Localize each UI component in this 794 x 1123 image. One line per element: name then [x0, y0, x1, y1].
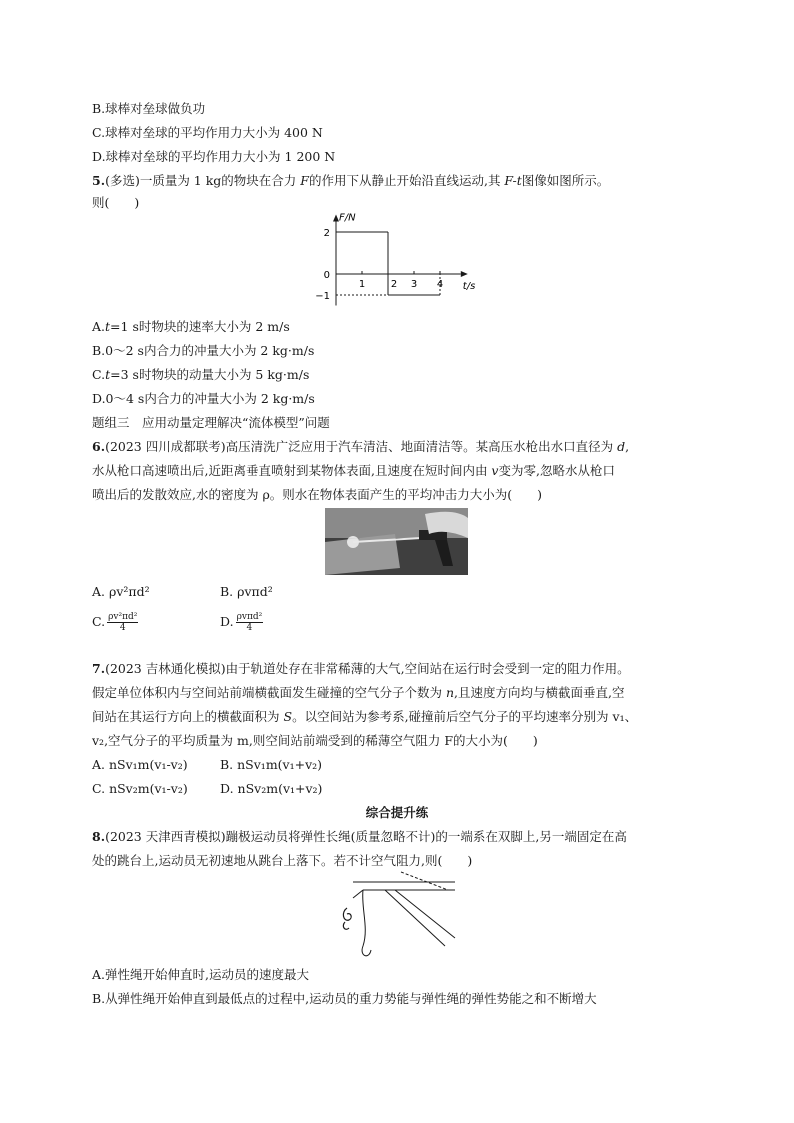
- q5-stem-line2: 则( ): [92, 195, 140, 210]
- q7-line3-part: 。以空间站为参考系,碰撞前后空气分子的平均速率分别为 v₁、: [292, 709, 638, 724]
- q4-option-d: D.球棒对垒球的平均作用力大小为 1 200 N: [92, 149, 336, 164]
- q5-option-a-var: t: [105, 319, 111, 334]
- q7-line1-text: (2023 吉林通化模拟)由于轨道处存在非常稀薄的大气,空间站在运行时会受到一定的阻力作用。: [105, 661, 630, 676]
- q8-number: 8.: [92, 829, 106, 844]
- x-axis-arrow: [461, 271, 468, 277]
- q5-option-a-label: A.: [92, 319, 106, 334]
- q4-option-c: C.球棒对垒球的平均作用力大小为 400 N: [92, 125, 323, 140]
- q7-option-d: D. nSv₂m(v₁+v₂): [220, 781, 323, 796]
- x-tick-label: 4: [436, 279, 444, 290]
- q7-line2-part: 假定单位体积内与空间站前端横截面发生碰撞的空气分子个数为: [92, 685, 446, 700]
- q7-line2-part: ,且速度方向均与横截面垂直,空: [454, 685, 625, 700]
- q5-number: 5.: [92, 173, 106, 188]
- x-tick-label: 1: [358, 279, 366, 290]
- q6-line2: [92, 462, 615, 480]
- q6-line1-part: ,: [625, 439, 630, 454]
- fraction-numerator: ρvπd²: [236, 612, 263, 622]
- q7-option-a: A. nSv₁m(v₁-v₂): [92, 757, 188, 772]
- q6-number: 6.: [92, 439, 106, 454]
- x-tick-label: 3: [410, 279, 418, 290]
- q7-var-n: n: [445, 685, 455, 700]
- q5-option-c-label: C.: [92, 367, 106, 382]
- q5-option-a: [92, 318, 290, 336]
- q5-stem-part: 的作用下从静止开始沿直线运动,其: [308, 173, 505, 188]
- q8-option-b: B.从弹性绳开始伸直到最低点的过程中,运动员的重力势能与弹性绳的弹性势能之和不断增大: [92, 991, 597, 1006]
- fraction-denominator: 4: [119, 623, 126, 633]
- y-tick-label: 0: [323, 270, 330, 281]
- q6-var-v: v: [491, 463, 499, 478]
- dashed-line: [401, 872, 448, 890]
- jumper-figure: [343, 908, 351, 929]
- q5-stem-part: 图像如图所示。: [521, 173, 610, 188]
- chart-ylabel: F/N: [339, 212, 356, 224]
- q6-option-a: A. ρv²πd²: [92, 584, 150, 599]
- q8-line1: [92, 828, 627, 846]
- q5-option-c-text: =3 s时物块的动量大小为 5 kg·m/s: [110, 367, 310, 382]
- chart-axes: [315, 212, 468, 306]
- q5-stem-var: F: [300, 173, 309, 188]
- fraction-denominator: 4: [246, 623, 253, 633]
- q7-line1: [92, 660, 630, 678]
- q7-option-c: C. nSv₂m(v₁-v₂): [92, 781, 188, 796]
- q6-line1: [92, 438, 629, 456]
- q8-line2: 处的跳台上,运动员无初速地从跳台上落下。若不计空气阻力,则( ): [92, 853, 473, 868]
- q4-option-b: B.球棒对垒球做负功: [92, 101, 206, 116]
- platform-front-edge: [353, 890, 363, 898]
- support-beam-upper: [395, 890, 455, 938]
- q5-option-a-text: =1 s时物块的速率大小为 2 m/s: [110, 319, 290, 334]
- q7-line4: v₂,空气分子的平均质量为 m,则空间站前端受到的稀薄空气阻力 F的大小为( ): [92, 733, 538, 748]
- q8-option-a: A.弹性绳开始伸直时,运动员的速度最大: [92, 967, 309, 982]
- q6-option-c: [92, 612, 138, 633]
- q5-option-c: [92, 366, 309, 384]
- q6-option-c-fraction: [107, 612, 138, 633]
- q5-option-c-var: t: [105, 367, 111, 382]
- support-beam-lower: [385, 890, 445, 946]
- y-tick-label: 2: [323, 228, 330, 239]
- q6-line2-part: 水从枪口高速喷出后,近距离垂直喷射到某物体表面,且速度在短时间内由: [92, 463, 492, 478]
- q5-option-b: B.0～2 s内合力的冲量大小为 2 kg·m/s: [92, 343, 315, 358]
- water-gun-illustration: [325, 508, 468, 575]
- q5-stem-part: (多选)一质量为 1 kg的物块在合力: [105, 173, 301, 188]
- q7-line3-part: 间站在其运行方向上的横截面积为: [92, 709, 284, 724]
- section-title: 综合提升练: [365, 805, 429, 820]
- fraction-numerator: ρv²πd²: [108, 612, 138, 622]
- q6-option-d-label: D.: [220, 614, 234, 629]
- chart-marks: [336, 232, 440, 295]
- q7-line2: [92, 684, 625, 702]
- q7-line3: [92, 708, 637, 726]
- water-gun-photo: [325, 508, 468, 575]
- q6-line2-part: 变为零,忽略水从枪口: [498, 463, 615, 478]
- q6-line3: 喷出后的发散效应,水的密度为 ρ。则水在物体表面产生的平均冲击力大小为( ): [92, 487, 543, 502]
- q8-line1-text: (2023 天津西青模拟)蹦极运动员将弹性长绳(质量忽略不计)的一端系在双脚上,另一端固定在高: [105, 829, 627, 844]
- q5-option-d: D.0～4 s内合力的冲量大小为 2 kg·m/s: [92, 391, 315, 406]
- q6-option-b: B. ρvπd²: [220, 584, 273, 599]
- ft-chart: [315, 212, 478, 312]
- q7-option-b: B. nSv₁m(v₁+v₂): [220, 757, 323, 772]
- y-tick-label: −1: [315, 291, 330, 302]
- chart-xlabel: t/s: [462, 281, 476, 292]
- q7-var-s: S: [283, 709, 293, 724]
- q7-number: 7.: [92, 661, 106, 676]
- bungee-diagram: [333, 868, 463, 958]
- group3-title: 题组三 应用动量定理解决“流体模型”问题: [92, 415, 330, 430]
- q6-option-d: [220, 612, 263, 633]
- q6-line1-part: (2023 四川成都联考)高压清洗广泛应用于汽车清洁、地面清洁等。某高压水枪出水口直径为: [105, 439, 618, 454]
- bungee-rope: [362, 890, 371, 956]
- q5-stem: [92, 172, 609, 190]
- q5-stem-var: F-t: [504, 173, 522, 188]
- q6-var-d: d: [617, 439, 626, 454]
- x-tick-label: 2: [390, 279, 398, 290]
- q6-option-c-label: C.: [92, 614, 106, 629]
- q6-option-d-fraction: [236, 612, 264, 633]
